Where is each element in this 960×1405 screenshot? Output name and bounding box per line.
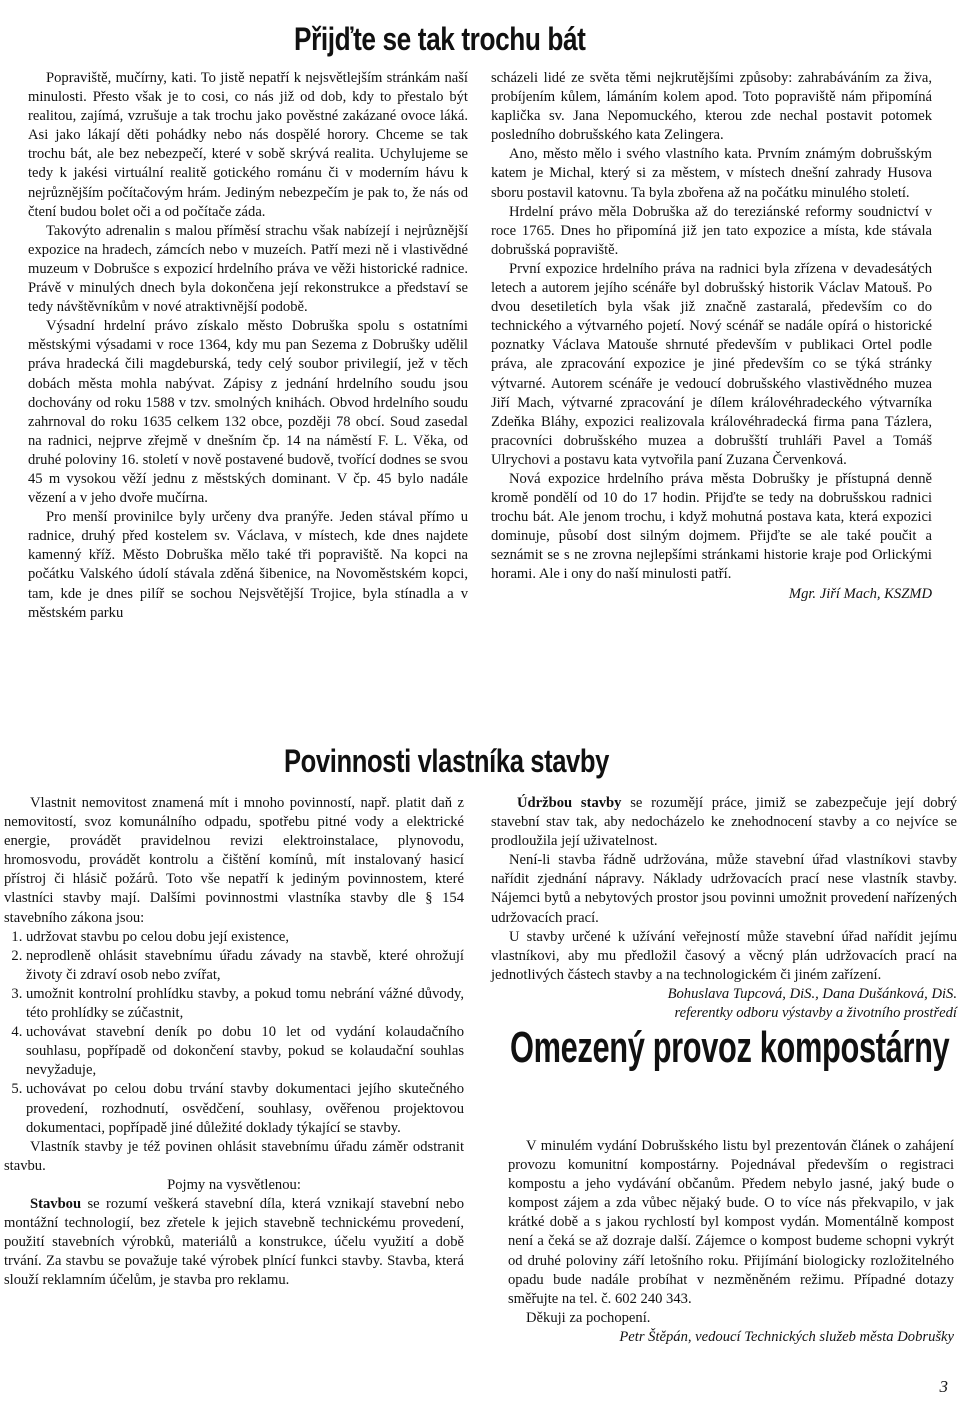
page-number: 3 [939,1377,948,1396]
article2-right-column [491,794,957,1023]
article3-paragraph: V minulém vydání Dobrušského listu byl prezentován článek o zahájení provozu komunitní kompostárny. Pojednával především o registraci kompostu a jeho vydávání občanům. Předem nebylo jasné, jaký bude o kompost zájem a zda vůbec nějaký bude. O to více nás překvapilo, v jak krátké době a s jakou rychlostí byl kompost vydán. Momentálně kompost není a čeká se až dozraje další. Zájemce o kompost budeme schopni vykrýt od druhé poloviny září letošního roku. Přijímání biologicky rozložitelného opadu bude nadále probíhat v nezměněném režimu. Případné dotazy směřujte na tel. č. 602 240 343. [508,1138,954,1307]
term-udrzba [491,794,957,851]
article2-signature-role: referentky odboru výstavby a životního prostředí [674,1005,957,1022]
article2-after-list: Vlastník stavby je též povinen ohlásit stavebnímu úřadu záměr odstranit stavbu. [4,1138,464,1174]
terms-heading: Pojmy na vysvětlenou: [167,1176,301,1193]
article1-paragraph: Ano, město mělo i svého vlastního kata. Prvním známým dobrušským katem je Michal, který si za městem, v místech dnešní zahrady Husova sboru postavil katovnu. Ta byla zbořena až na počátku minulého století. [491,146,932,201]
article3-title: Omezený provoz kompostárny [510,1023,950,1072]
article2-signature-names: Bohuslava Tupcová, DiS., Dana Dušánková, DiS. [667,985,957,1002]
article2-paragraph: U stavby určené k užívání veřejností může stavební úřad nařídit jejímu vlastníkovi, aby mu předložil časový a věcný plán udržovacích prací na jednotlivých částech stavby a na technologickém či jiném zařízení. [491,928,957,983]
article1-paragraph: Hrdelní právo měla Dobruška až do tereziánské reformy soudnictví v roce 1765. Dnes ho připomíná již jen tato expozice a místa, kde stávala dobrušská popraviště. [491,203,932,258]
term-stavbou-text: se rozumí veškerá stavební díla, která vznikají stavební nebo montážní technologií, bez zřetele k jejich stavebně technickému provedení, použití stavebních výrobků, materiálů a konstrukce, účelu využití a době trvání. Za stavbu se považuje také výrobek plnící funkci stavby. Stavba, která slouží reklamním účelům, je stavba pro reklamu. [4,1195,464,1289]
article2-paragraph: Není-li stavba řádně udržována, může stavební úřad vlastníkovi stavby nařídit zjednání nápravy. Náklady udržovacích prací nese vlastník stavby. Nájemci bytů a nebytových prostor jsou povinni umožnit provedení nařízených udržovacích prací. [491,852,957,926]
article1-right-column [491,69,932,604]
article1-paragraph: První expozice hrdelního práva na radnici byla zřízena v devadesátých letech a autorem jejího scénáře byl dobrušský historik Václav Matouš. Po dvou desetiletích byla však již značně zastaralá, především co do technického a výtvarného pojetí. Nový scénář se nadále opírá o historické poznatky Václava Matouše shrnuté především v publikaci Ortel podle práva, ale zpracování expozice je jiné především co se týká stránky výtvarné. Autorem scénáře je vedoucí dobrušského vlastivědného muzea Jiří Mach, výtvarné zpracování je dílem královéhradeckého výtvarníka Zdeňka Bláhy, expozici realizovala královéhradecká firma pana Tázlera, pracovníci dobrušského muzea a dobrušští truhláři Pavel a Tomáš Ulrychovi a postavu kata vytvořila paní Zuzana Červenková. [491,260,932,468]
article1-paragraph: Takovýto adrenalin s malou příměsí strachu však nabízejí i nejrůznější expozice na hradech, zámcích nebo v muzeích. Patří mezi ně i vlastivědné muzeum v Dobrušce s expozicí hrdelního práva ve věži historické radnice. Právě v minulých dnech byla dokončena její rekonstrukce a představí se tedy návštěvníkům v nové atraktivnější podobě. [28,222,468,316]
article1-paragraph: Nová expozice hrdelního práva města Dobrušky je přístupná denně kromě pondělí od 10 do 17 hodin. Přijďte se tedy na dobrušskou radnici trochu bát. Ale jenom trochu, i když mohutná postava kata, která expozici dominuje, působí dost silným dojmem. Přijďte se ale také poučit a seznámit se s ne zrovna nejlepšími stránkami historie kraje pod Orlickými horami. Ale i ony do naší minulosti patří. [491,470,932,583]
article3-column [508,1137,954,1347]
article1-paragraph: scházeli lidé ze světa těmi nejkrutějšími způsoby: zahrabáváním za živa, probíjením kůlem, lámáním kolem apod. Toto popraviště nám připomíná kaplička sv. Jana Nepomuckého, kterou zde nechal postavit potomek posledního dobrušského kata Zelingera. [491,70,932,144]
article3-signature: Petr Štěpán, vedoucí Technických služeb města Dobrušky [619,1328,954,1345]
duty-item: 5. uchovávat po celou dobu trvání stavby dokumentaci jejího skutečného provedení, rozhodnutí, osvědčení, souhlasy, ověřenou projektovou dokumentaci, popřípadě jiné důležité doklady týkající se stavby. [26,1080,464,1137]
article2-intro: Vlastnit nemovitost znamená mít i mnoho povinností, např. platit daň z nemovitostí, svoz komunálního odpadu, spotřebu pitné vody a elektrické energie, provádět pravidelnou revizi elektroinstalace, plynovodu, hromosvodu, provádět kontrolu a čištění komínů, mít instalovaný hasicí přístroj či hlásič požárů. Toto vše nepatří k jediným povinnostem, které vlastníci stavby mají. Dalšími povinnostmi vlastníka stavby dle § 154 stavebního zákona jsou: [4,795,464,926]
article3-paragraph: Děkuji za pochopení. [526,1309,651,1326]
duty-item: 2. neprodleně ohlásit stavebnímu úřadu závady na stavbě, které ohrožují životy či zdraví osob nebo zvířat, [26,947,464,985]
term-udrzba-label: Údržbou stavby [517,795,622,811]
duty-item: 4. uchovávat stavební deník po dobu 10 let od vydání kolaudačního souhlasu, popřípadě od dokončení stavby, pokud se kolaudační souhlas nevyžaduje, [26,1023,464,1080]
article1-paragraph: Pro menší provinilce byly určeny dva pranýře. Jeden stával přímo u radnice, druhý před kostelem sv. Václava, v místech, kde dnes najdete kamenný kříž. Město Dobruška mělo také tři popraviště. Na kopci na počátku Valského údolí stávala zděná šibenice, na Novoměstském kopci, tam, kde je dnes pilíř se sochou Nejsvětější Trojice, byla stínadla a v městském parku [28,509,468,621]
article1-signature: Mgr. Jiří Mach, KSZMD [788,585,932,602]
article1-paragraph: Výsadní hrdelní právo získalo město Dobruška spolu s ostatními městskými výsadami v roce 1364, kdy mu pan Sezema z Dobrušky udělil práva hradecká čili magdeburská, tedy celý soubor privilegií, jež v těch dobách města mohla nabývat. Zápisy z jednání hrdelního soudu jsou dochovány od roku 1588 v tzv. smolných knihách. Obvod hrdelního soudu zahrnoval do roku 1635 celkem 132 obce, později 78 obcí. Soud zasedal na radnici, nejprve zřejmě v dnešním čp. 14 na náměstí F. L. Věka, od druhé poloviny 16. století v nově postavené budově, tvořící dodnes se svou 45 m vysokou věží jednu z městských dominant. V čp. 45 bylo nadále vězení a v jeho dvoře mučírna. [28,318,468,507]
article2-left-column [4,794,464,1290]
duty-item: 3. umožnit kontrolní prohlídku stavby, a pokud tomu nebrání vážné důvody, této prohlídky se zúčastnit, [26,985,464,1023]
article1-paragraph: Popraviště, mučírny, kati. To jistě nepatří k nejsvětlejším stránkám naší minulosti. Přesto však je to cosi, co nás již od dob, kdy to přestalo být realitou, zajímá, vzrušuje a tak trochu jako pověstné zakázané ovoce láká. Asi jako lákají děti pohádky nebo nás dospělé horory. Chceme se tak trochu bát, ale bez nebezpečí, které v sobě skrývá realita. Uchylujeme se tedy k jakési virtuální realitě gotického románu či v moderním hávu k nejrůznějším počítačovým hrám. Jediným nebezpečím je pak to, že nás od čtení budou bolet oči a od počítače záda. [28,70,468,220]
term-stavbou [4,1195,464,1290]
article2-title: Povinnosti vlastníka stavby [284,743,609,779]
duties-list [4,928,464,1138]
article1-left-column [28,69,468,623]
term-stavbou-label: Stavbou [30,1195,82,1212]
duty-item: 1. udržovat stavbu po celou dobu její existence, [26,928,464,947]
article1-title: Přijďte se tak trochu bát [294,21,586,57]
term-udrzba-text: se rozumějí práce, jimiž se zabezpečuje její dobrý stavební stav tak, aby nedocházelo ke znehodnocení stavby a co nejvíce se prodloužila její uživatelnost. [491,795,958,850]
